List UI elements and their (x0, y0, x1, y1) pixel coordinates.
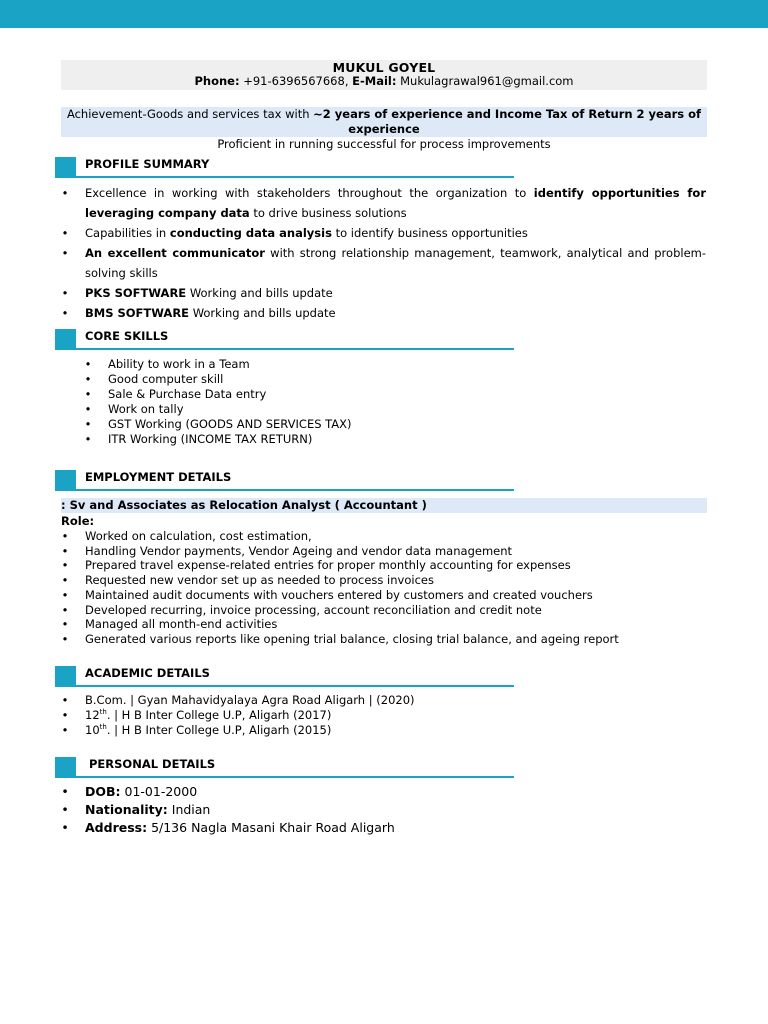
section-title: EMPLOYMENT DETAILS (85, 470, 232, 484)
core-skill-item (83, 372, 483, 387)
personal-detail-value: 5/136 Nagla Masani Khair Road Aligarh (147, 820, 395, 835)
profile-summary-text (85, 223, 706, 243)
section-header-academic-details (55, 666, 515, 689)
role-label: Role: (61, 514, 95, 528)
employment-duty-item (60, 544, 706, 559)
text-regular: to drive business solutions (249, 206, 407, 220)
bullet-icon: • (61, 820, 69, 835)
employment-duty-item (60, 588, 706, 603)
bullet-icon: • (61, 543, 69, 558)
text-regular: Excellence in working with stakeholders throughout the organization to (85, 186, 534, 200)
employment-duty-item (60, 632, 706, 647)
profile-summary-item (60, 183, 706, 223)
personal-detail-value: 01-01-2000 (120, 784, 198, 799)
section-header-personal-details (55, 757, 515, 780)
core-skill-item (83, 402, 483, 417)
section-title: PERSONAL DETAILS (89, 757, 216, 771)
section-underline (55, 176, 514, 178)
employment-duty-text: Prepared travel expense-related entries for proper monthly accounting for expenses (85, 558, 571, 573)
achievement-bold: ~2 years of experience and Income Tax of Return 2 years of experience (313, 107, 702, 136)
job-title-bar: : Sv and Associates as Relocation Analyst ( Accountant ) (61, 498, 707, 513)
text-bold: PKS SOFTWARE (85, 286, 187, 300)
personal-detail-label: Address: (85, 820, 148, 835)
employment-duty-item (60, 603, 706, 618)
academic-ordinal: th (99, 708, 107, 717)
bullet-icon: • (61, 558, 69, 573)
core-skill-item (83, 387, 483, 402)
profile-summary-item (60, 223, 706, 243)
text-bold: identify opportunities for leveraging company data (85, 186, 706, 220)
employment-duties-list (60, 529, 706, 647)
email-label: E-Mail: (352, 74, 397, 88)
profile-summary-text (85, 243, 706, 283)
bullet-icon: • (61, 708, 69, 722)
section-underline (55, 348, 514, 350)
employment-duty-text: Maintained audit documents with vouchers entered by customers and created vouchers (85, 587, 593, 602)
core-skill-text: GST Working (GOODS AND SERVICES TAX) (108, 417, 352, 431)
bullet-icon: • (61, 529, 69, 543)
profile-summary-list (60, 183, 706, 323)
employment-duty-text: Worked on calculation, cost estimation, (85, 529, 312, 543)
section-header-core-skills (55, 329, 515, 352)
academic-ordinal: th (99, 723, 107, 732)
achievement-prefix: Achievement-Goods and services tax with (66, 107, 314, 121)
profile-summary-text (85, 183, 706, 223)
bullet-icon: • (61, 246, 69, 260)
bullet-icon: • (84, 432, 92, 446)
text-regular: to identify business opportunities (331, 226, 528, 240)
section-underline (55, 685, 514, 687)
section-marker-square (55, 666, 76, 686)
section-marker-square (55, 157, 76, 177)
bullet-icon: • (61, 602, 69, 617)
academic-details-text: | Gyan Mahavidyalaya Agra Road Aligarh | (2020) (126, 693, 415, 707)
core-skill-item (83, 432, 483, 447)
personal-detail-item (60, 819, 706, 837)
employment-duty-text: Requested new vendor set up as needed to process invoices (85, 573, 434, 588)
bullet-icon: • (61, 306, 69, 320)
text-bold: conducting data analysis (169, 226, 332, 240)
academic-degree: 12 (85, 708, 100, 722)
employment-duty-text: Developed recurring, invoice processing, account reconciliation and credit note (85, 602, 542, 617)
section-marker-square (55, 470, 76, 490)
text-regular: with strong relationship management, teamwork, analytical and problem-solving skills (85, 246, 706, 280)
bullet-icon: • (61, 631, 69, 646)
text-regular: Capabilities in (85, 226, 170, 240)
bullet-icon: • (84, 417, 92, 431)
profile-summary-item (60, 243, 706, 283)
section-title: PROFILE SUMMARY (85, 157, 210, 171)
personal-detail-label: Nationality: (85, 802, 168, 817)
employment-duty-item (60, 617, 706, 632)
bullet-icon: • (61, 286, 69, 300)
personal-details-list (60, 783, 706, 837)
bullet-icon: • (84, 372, 92, 386)
personal-detail-item (60, 801, 706, 819)
profile-summary-text (85, 303, 706, 323)
core-skill-text: Work on tally (108, 402, 184, 416)
top-accent-bar (0, 0, 768, 28)
core-skill-item (83, 417, 483, 432)
bullet-icon: • (61, 573, 69, 588)
employment-duty-item (60, 529, 706, 544)
bullet-icon: • (84, 387, 92, 401)
core-skill-text: Ability to work in a Team (108, 357, 250, 371)
core-skill-text: Good computer skill (108, 372, 224, 386)
achievement-box (61, 107, 707, 151)
bullet-icon: • (84, 402, 92, 416)
core-skill-text: Sale & Purchase Data entry (108, 387, 267, 401)
personal-detail-label: DOB: (85, 784, 121, 799)
academic-degree: B.Com. (85, 693, 127, 707)
academic-item (60, 693, 706, 708)
profile-summary-text (85, 283, 706, 303)
employment-duty-text: Handling Vendor payments, Vendor Ageing and vendor data management (85, 543, 513, 558)
text-regular: Working and bills update (186, 286, 333, 300)
profile-summary-item (60, 303, 706, 323)
bullet-icon: • (61, 186, 69, 200)
core-skills-list (83, 357, 483, 447)
section-marker-square (55, 329, 76, 349)
bullet-icon: • (61, 802, 69, 817)
section-underline (55, 489, 514, 491)
academic-item (60, 708, 706, 723)
academic-details-text: . | H B Inter College U.P, Aligarh (2015) (106, 723, 332, 737)
bullet-icon: • (61, 723, 69, 737)
academic-degree: 10 (85, 723, 100, 737)
bullet-icon: • (61, 784, 69, 799)
bullet-icon: • (61, 226, 69, 240)
contact-line (61, 74, 707, 89)
core-skill-text: ITR Working (INCOME TAX RETURN) (108, 432, 313, 446)
email-value: Mukulagrawal961@gmail.com (400, 74, 574, 88)
section-header-employment-details (55, 470, 515, 493)
academic-details-list (60, 693, 706, 738)
bullet-icon: • (84, 357, 92, 371)
header-box (61, 60, 707, 90)
candidate-name: MUKUL GOYEL (332, 60, 436, 75)
section-marker-square (55, 757, 76, 777)
employment-duty-item (60, 573, 706, 588)
employment-duty-text: Generated various reports like opening trial balance, closing trial balance, and ageing report (85, 631, 619, 646)
section-title: ACADEMIC DETAILS (85, 666, 210, 680)
employment-duty-item (60, 558, 706, 573)
core-skill-item (83, 357, 483, 372)
personal-detail-item (60, 783, 706, 801)
academic-details-text: . | H B Inter College U.P, Aligarh (2017) (106, 708, 332, 722)
phone-value: +91-6396567668, (243, 74, 349, 88)
phone-label: Phone: (194, 74, 240, 88)
text-bold: An excellent communicator (85, 246, 265, 260)
text-regular: Working and bills update (189, 306, 336, 320)
academic-item (60, 723, 706, 738)
text-bold: BMS SOFTWARE (85, 306, 190, 320)
bullet-icon: • (61, 693, 69, 707)
section-underline (55, 776, 514, 778)
bullet-icon: • (61, 587, 69, 602)
personal-detail-value: Indian (167, 802, 211, 817)
section-title: CORE SKILLS (85, 329, 169, 343)
achievement-line-2: Proficient in running successful for process improvements (217, 137, 551, 151)
achievement-line-1 (61, 107, 707, 137)
section-header-profile-summary (55, 157, 515, 180)
profile-summary-item (60, 283, 706, 303)
bullet-icon: • (61, 617, 69, 632)
employment-duty-text: Managed all month-end activities (85, 617, 278, 632)
